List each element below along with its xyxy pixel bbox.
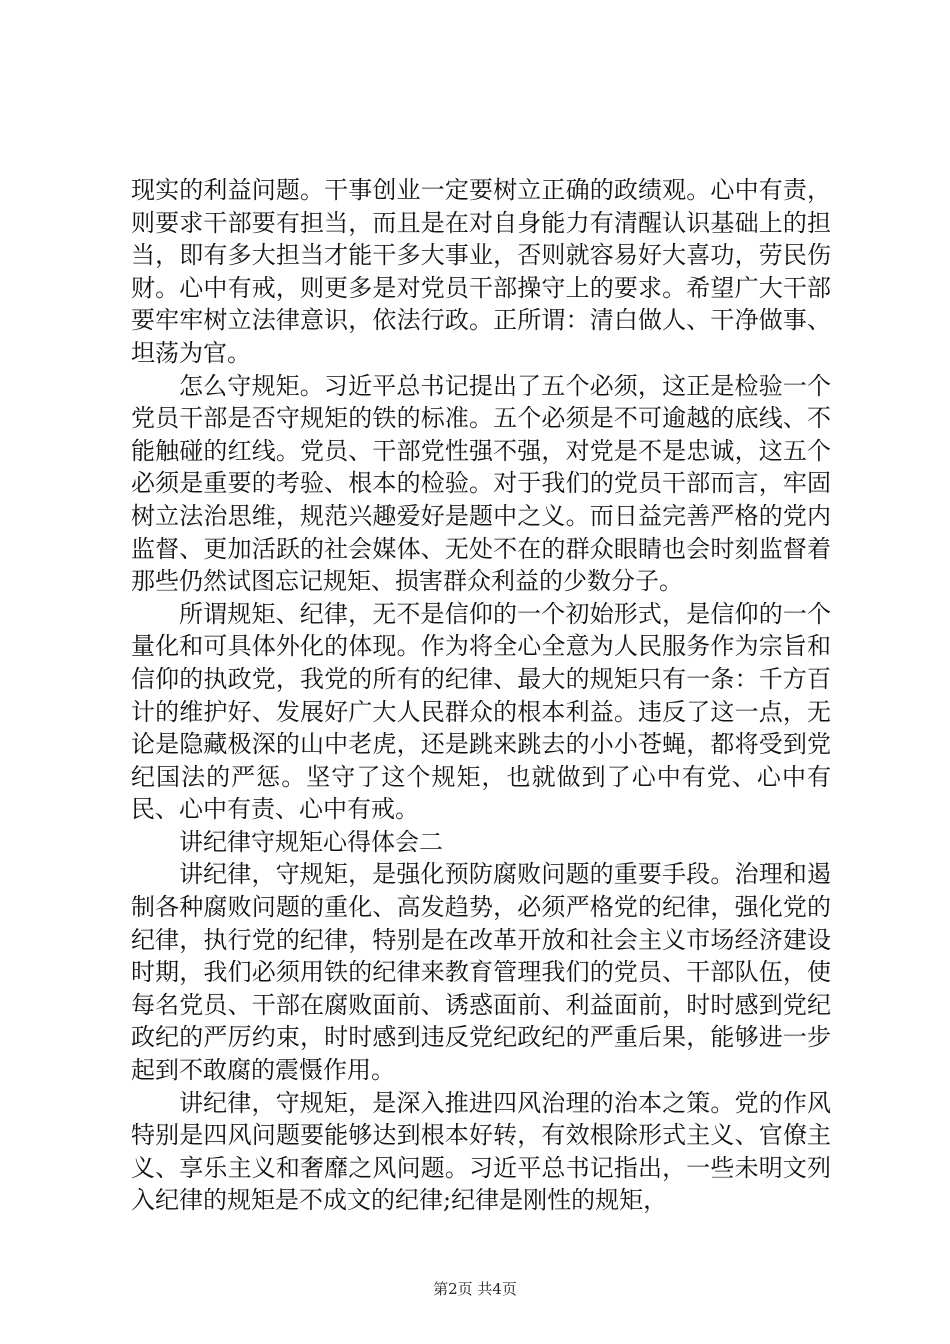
paragraph-continuation: 现实的利益问题。干事创业一定要树立正确的政绩观。心中有责，则要求干部要有担当，而且是在对自身能力有清醒认识基础上的担当，即有多大担当才能干多大事业，否则就容易好大喜功，劳民伤财。心中有戒，则更多是对党员干部操守上的要求。希望广大干部要牢牢树立法律意识，依法行政。正所谓：清白做人、干净做事、坦荡为官。: [131, 176, 831, 367]
document-body: [131, 174, 831, 1217]
paragraph-rules-and-discipline: 所谓规矩、纪律，无不是信仰的一个初始形式，是信仰的一个量化和可具体外化的体现。作为将全心全意为人民服务作为宗旨和信仰的执政党，我党的所有的纪律、最大的规矩只有一条：千方百计的维护好、发展好广大人民群众的根本利益。违反了这一点，无论是隐藏极深的山中老虎，还是跳来跳去的小小苍蝇，都将受到党纪国法的严惩。坚守了这个规矩，也就做到了心中有党、心中有民、心中有责、心中有戒。: [131, 599, 831, 824]
section-heading: 讲纪律守规矩心得体会二: [179, 827, 443, 856]
paragraph-how-to-keep-rules: 怎么守规矩。习近平总书记提出了五个必须，这正是检验一个党员干部是否守规矩的铁的标准。五个必须是不可逾越的底线、不能触碰的红线。党员、干部党性强不强，对党是不是忠诚，这五个必须是重要的考验、根本的检验。对于我们的党员干部而言，牢固树立法治思维，规范兴趣爱好是题中之义。而日益完善严格的党内监督、更加活跃的社会媒体、无处不在的群众眼睛也会时刻监督着那些仍然试图忘记规矩、损害群众利益的少数分子。: [131, 371, 831, 596]
page-number-footer: 第2页 共4页: [433, 1280, 517, 1298]
paragraph-anti-corruption: 讲纪律，守规矩，是强化预防腐败问题的重要手段。治理和遏制各种腐败问题的重化、高发趋势，必须严格党的纪律，强化党的纪律，执行党的纪律，特别是在改革开放和社会主义市场经济建设时期，我们必须用铁的纪律来教育管理我们的党员、干部队伍，使每名党员、干部在腐败面前、诱惑面前、利益面前，时时感到党纪政纪的严厉约束，时时感到违反党纪政纪的严重后果，能够进一步起到不敢腐的震慑作用。: [131, 860, 831, 1085]
paragraph-four-winds: 讲纪律，守规矩，是深入推进四风治理的治本之策。党的作风特别是四风问题要能够达到根本好转，有效根除形式主义、官僚主义、享乐主义和奢靡之风问题。习近平总书记指出，一些未明文列入纪律的规矩是不成文的纪律;纪律是刚性的规矩，: [131, 1088, 831, 1215]
